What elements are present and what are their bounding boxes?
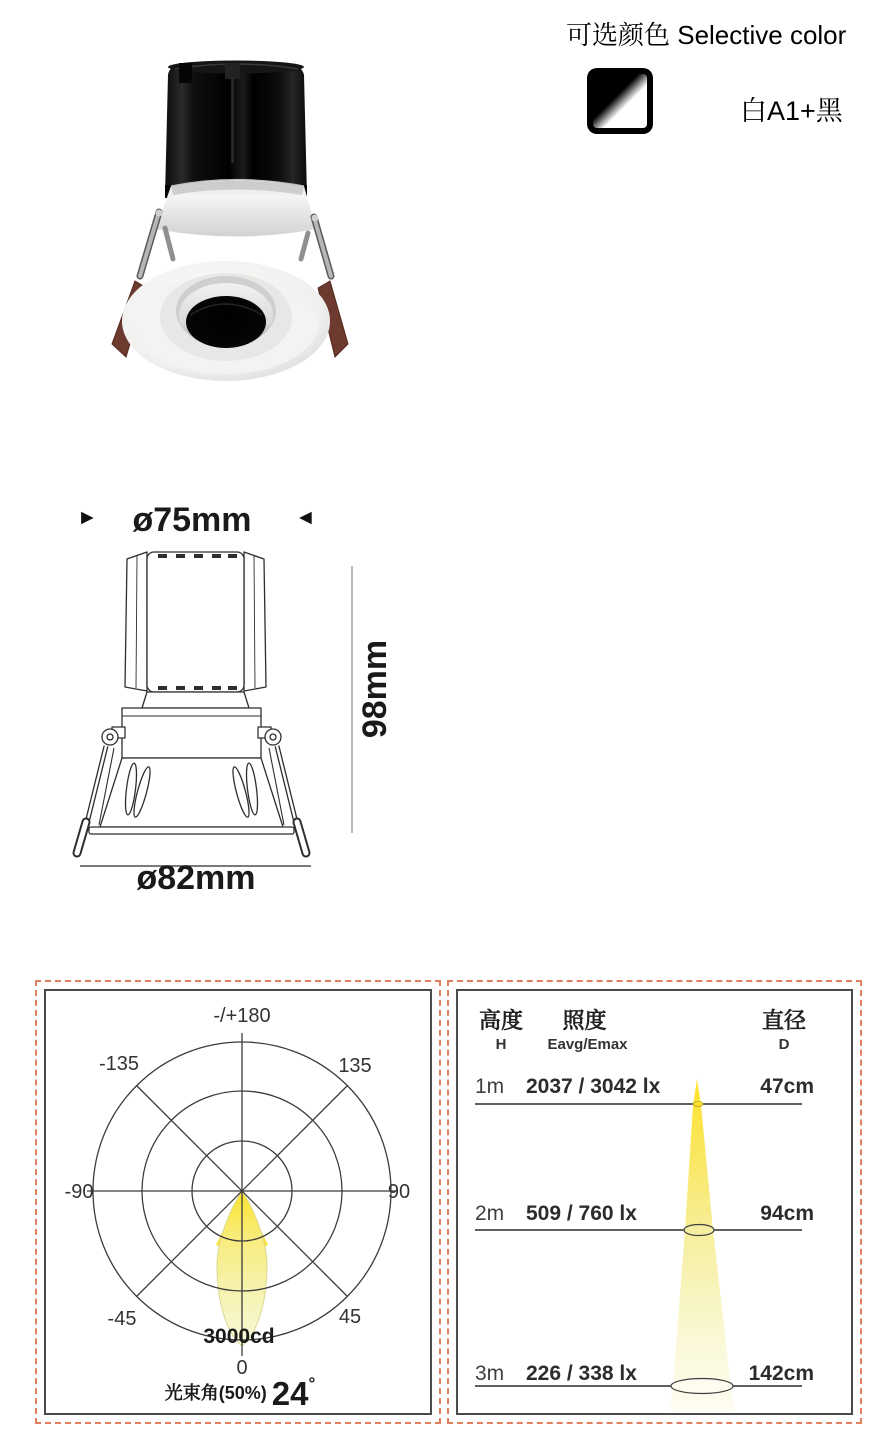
dimension-arrow-left-icon: ► <box>77 506 98 529</box>
row-1m-diameter: 47cm <box>760 1075 814 1098</box>
illuminance-panel <box>447 980 862 1424</box>
dimension-arrow-right-icon: ◄ <box>295 506 316 529</box>
polar-label-neg90: -90 <box>64 1181 94 1203</box>
swatch-diagonal-fill <box>593 74 647 128</box>
col-header-diameter-en: D <box>778 1036 790 1053</box>
selective-color-title: 可选颜色 Selective color <box>566 20 847 50</box>
peak-intensity-label: 3000cd <box>203 1325 275 1348</box>
polar-label-0: 0 <box>236 1357 248 1379</box>
top-diameter-dimension: ø75mm <box>132 501 252 539</box>
col-header-height-zh: 高度 <box>478 1008 523 1033</box>
col-header-lux-zh: 照度 <box>562 1008 607 1033</box>
color-swatch-black-white-icon <box>587 68 653 134</box>
height-dimension: 98mm <box>356 639 394 739</box>
row-2m-height: 2m <box>475 1202 505 1225</box>
row-2m-lux: 509 / 760 lx <box>526 1202 637 1225</box>
row-2m-diameter: 94cm <box>760 1202 814 1225</box>
beam-angle-label: 光束角(50%) <box>164 1383 267 1403</box>
col-header-diameter-zh: 直径 <box>761 1008 806 1033</box>
distance-lines <box>475 1104 802 1386</box>
polar-label-135: 135 <box>338 1055 372 1077</box>
white-collar <box>156 180 316 237</box>
row-3m-lux: 226 / 338 lx <box>526 1362 637 1385</box>
product-photo-downlight <box>95 45 365 390</box>
beam-angle-row <box>37 1374 443 1410</box>
trim-ring <box>122 261 330 381</box>
polar-label-180: -/+180 <box>213 1005 271 1027</box>
polar-label-neg135: -135 <box>98 1053 140 1075</box>
beam-angle-degree-sign: ° <box>308 1374 316 1393</box>
row-3m-height: 3m <box>475 1362 505 1385</box>
dimension-line-drawing <box>60 545 360 875</box>
polar-label-neg45: -45 <box>107 1308 137 1330</box>
polar-label-90: 90 <box>387 1181 411 1203</box>
col-header-height-en: H <box>495 1036 507 1053</box>
bottom-diameter-dimension: ø82mm <box>136 859 256 897</box>
col-header-lux-en: Eavg/Emax <box>547 1036 628 1053</box>
row-1m-height: 1m <box>475 1075 505 1098</box>
row-1m-lux: 2037 / 3042 lx <box>526 1075 661 1098</box>
heat-sink <box>165 61 307 199</box>
polar-label-45: 45 <box>338 1306 362 1328</box>
color-swatch-label: 白A1+黑 <box>740 96 843 126</box>
beam-angle-value: 24 <box>271 1375 309 1412</box>
photometric-panel <box>35 980 441 1424</box>
row-3m-diameter: 142cm <box>748 1362 814 1385</box>
fixture-outline <box>77 552 306 853</box>
